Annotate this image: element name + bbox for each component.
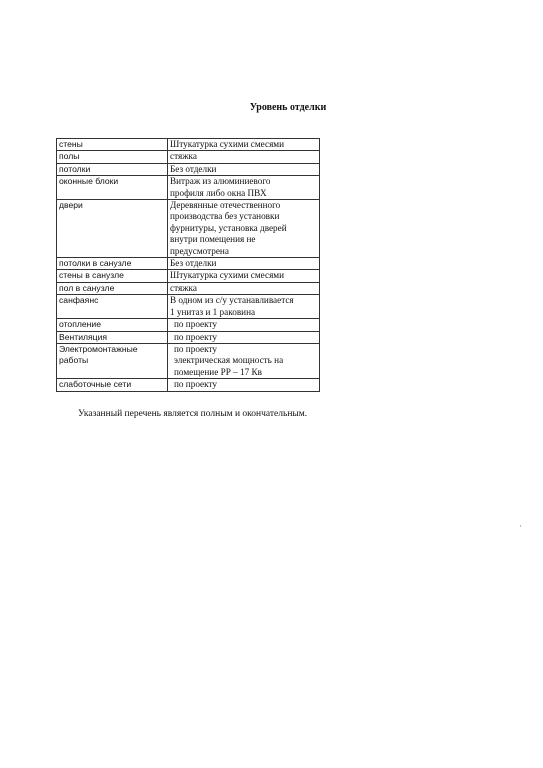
table-row — [57, 331, 320, 343]
table-row — [57, 379, 320, 391]
row-value — [168, 331, 320, 343]
table-row — [57, 151, 320, 163]
value-line: Штукатурка сухими смесями — [170, 270, 285, 281]
footer-note: Указанный перечень является полным и окончательным. — [78, 409, 308, 419]
value-line: Деревянные отечественного — [170, 200, 281, 211]
row-label: стены в санузле — [57, 270, 168, 282]
row-label: Вентиляция — [57, 331, 168, 343]
row-label: двери — [57, 200, 168, 258]
value-line: Без отделки — [170, 258, 217, 269]
table-row — [57, 270, 320, 282]
row-label: пол в санузле — [57, 282, 168, 294]
row-label: стены — [57, 139, 168, 151]
document-title: Уровень отделки — [249, 102, 327, 113]
table-row — [57, 200, 320, 258]
value-line: внутри помещения не — [170, 234, 256, 245]
finish-level-table — [56, 138, 320, 392]
value-line: по проекту — [174, 331, 217, 342]
value-line: электрическая мощность на — [174, 355, 284, 366]
value-line: по проекту — [174, 319, 217, 330]
value-line: В одном из с/у устанавливается — [170, 295, 294, 306]
table-row — [57, 319, 320, 331]
value-line: профиля либо окна ПВХ — [170, 187, 267, 198]
row-value — [168, 139, 320, 151]
value-line: помещение РР – 17 Кв — [174, 366, 262, 377]
scan-speck — [520, 525, 521, 527]
value-line: Без отделки — [170, 163, 217, 174]
row-label: потолки — [57, 163, 168, 175]
row-value — [168, 163, 320, 175]
row-value — [168, 200, 320, 258]
row-value — [168, 270, 320, 282]
row-value — [168, 151, 320, 163]
table-row — [57, 139, 320, 151]
row-label: оконные блоки — [57, 176, 168, 200]
row-label: санфаянс — [57, 295, 168, 319]
value-line: по проекту — [174, 343, 217, 354]
value-line: по проекту — [174, 379, 217, 390]
value-line: производства без установки — [170, 211, 280, 222]
value-line: стяжка — [170, 151, 197, 162]
table-row — [57, 282, 320, 294]
row-label: слаботочные сети — [57, 379, 168, 391]
table-row — [57, 295, 320, 319]
value-line: Витраж из алюминиевого — [170, 176, 271, 187]
row-label: отопление — [57, 319, 168, 331]
value-line: Штукатурка сухими смесями — [170, 139, 285, 149]
table-row — [57, 343, 320, 378]
value-line: фурнитуры, установка дверей — [170, 222, 287, 233]
value-line: предусмотрена — [170, 245, 229, 256]
row-value — [168, 258, 320, 270]
row-value — [168, 282, 320, 294]
row-label: потолки в санузле — [57, 258, 168, 270]
value-line: стяжка — [170, 282, 197, 293]
row-label: Электромонтажные работы — [57, 343, 168, 378]
table-row — [57, 163, 320, 175]
row-value — [168, 379, 320, 391]
table-row — [57, 176, 320, 200]
row-value — [168, 343, 320, 378]
row-label: полы — [57, 151, 168, 163]
row-value — [168, 295, 320, 319]
row-value — [168, 176, 320, 200]
value-line: 1 унитаз и 1 раковина — [170, 306, 256, 317]
row-value — [168, 319, 320, 331]
table-row — [57, 258, 320, 270]
